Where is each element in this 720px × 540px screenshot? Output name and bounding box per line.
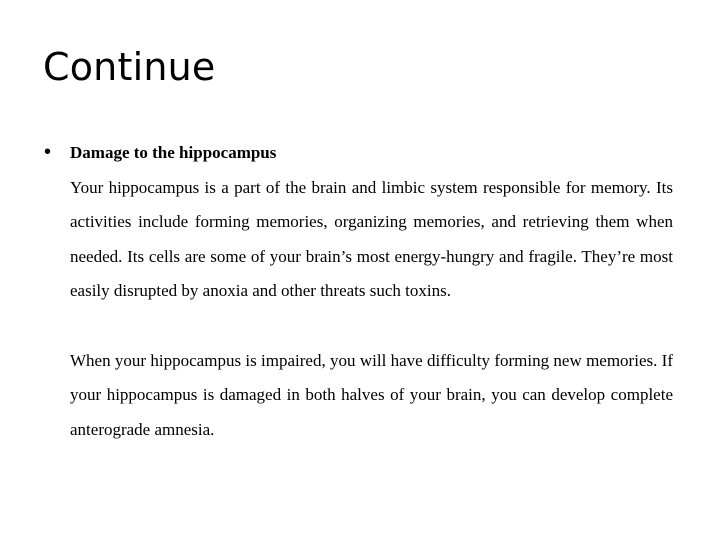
body-paragraph-2: When your hippocampus is impaired, you will have difficulty forming new memories. If your hippocampus is damaged in both halves of your brain, you can develop complete anterograde amnesia.	[70, 351, 673, 439]
body-paragraph-1: Your hippocampus is a part of the brain and limbic system responsible for memory. Its activities include forming memories, organizing memories, and retrieving them when needed. Its cells are some of your brain’s most energy-hungry and fragile. They’re most easily disrupted by anoxia and other threats such toxins.	[70, 178, 673, 300]
slide-title: Continue	[43, 45, 216, 89]
bullet-item	[44, 140, 684, 164]
bullet-heading: Damage to the hippocampus	[70, 143, 277, 162]
bullet-icon: •	[44, 141, 52, 163]
